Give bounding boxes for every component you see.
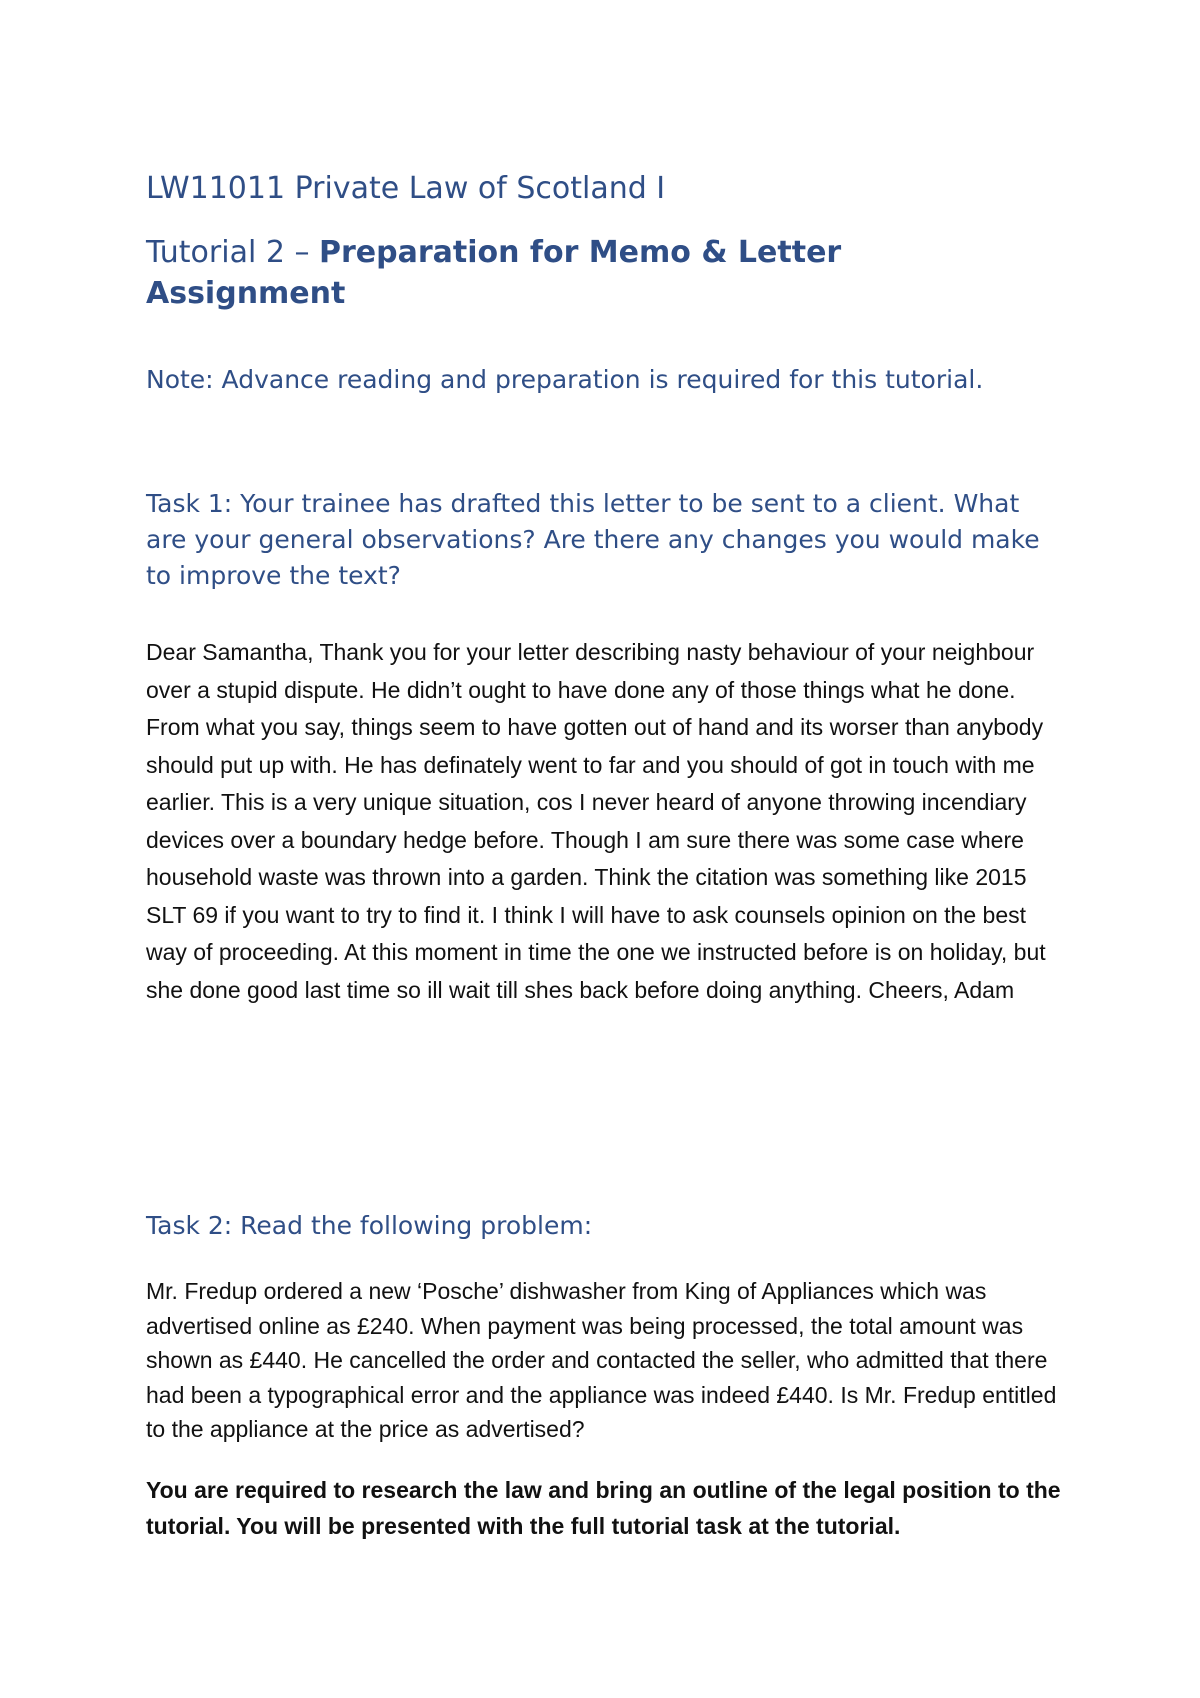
problem-text: Mr. Fredup ordered a new ‘Posche’ dishwasher from King of Appliances which was advertised online as £240. When payment was being processed, the total amount was shown as £440. He cancelled the order and contacted the seller, who admitted that there had been a typographical error and the appliance was indeed £440. Is Mr. Fredup entitled to the appliance at the price as advertised? <box>146 1278 1057 1442</box>
tutorial-title: Preparation for Memo & Letter Assignment <box>146 235 842 311</box>
task1-heading: Task 1: Your trainee has drafted this letter to be sent to a client. What are your general observations? Are there any changes you would make to improve the text? <box>146 489 1040 590</box>
tutorial-heading <box>146 232 966 314</box>
tutorial-prefix: Tutorial 2 – <box>146 235 319 270</box>
course-title: LW11011 Private Law of Scotland I <box>146 171 666 206</box>
task2-heading: Task 2: Read the following problem: <box>146 1211 593 1240</box>
advance-reading-note: Note: Advance reading and preparation is required for this tutorial. <box>146 365 984 394</box>
draft-letter: Dear Samantha, Thank you for your letter describing nasty behaviour of your neighbour over a stupid dispute. He didn’t ought to have done any of those things what he done. From what you say, things seem to have gotten out of hand and its worser than anybody should put up with. He has definately went to far and you should of got in touch with me earlier. This is a very unique situation, cos I never heard of anyone throwing incendiary devices over a boundary hedge before. Though I am sure there was some case where household waste was thrown into a garden. Think the citation was something like 2015 SLT 69 if you want to try to find it. I think I will have to ask counsels opinion on the best way of proceeding. At this moment in time the one we instructed before is on holiday, but she done good last time so ill wait till shes back before doing anything. Cheers, Adam <box>146 639 1046 1003</box>
research-instruction: You are required to research the law and bring an outline of the legal position to the tutorial. You will be presented with the full tutorial task at the tutorial. <box>146 1477 1061 1539</box>
